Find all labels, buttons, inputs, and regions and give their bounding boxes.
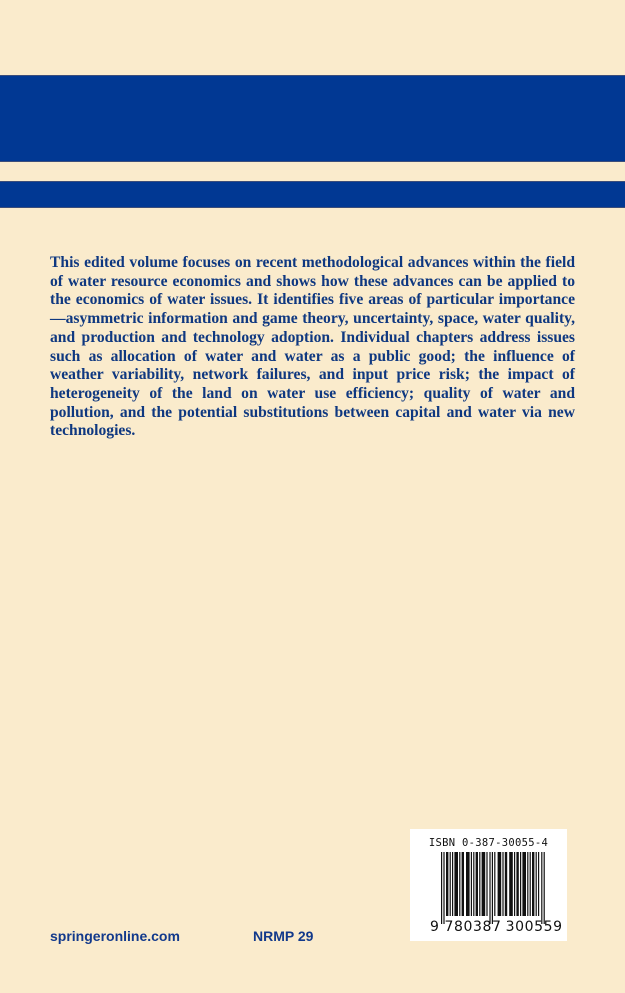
ean-group-1: 780387	[444, 919, 502, 935]
top-blue-band	[0, 75, 625, 162]
second-blue-band	[0, 181, 625, 208]
isbn-barcode	[410, 829, 567, 941]
book-description: This edited volume focuses on recent methodological advances within the field of water resource economics and shows how these advances can be applied to the economics of water issues. It identifies five areas of particular importance—asymmetric information and game theory, uncertainty, space, water quality, and production and technology adoption. Individual chapters address issues such as allocation of water and water as a public good; the influence of weather variability, network failures, and input price risk; the impact of heterogeneity of the land on water use efficiency; quality of water and pollution, and the potential substitutions between capital and water via new technologies.	[50, 254, 575, 440]
isbn-label: ISBN 0-387-30055-4	[428, 837, 549, 849]
ean-group-2: 300559	[505, 919, 563, 935]
barcode-bars-icon	[441, 852, 545, 922]
series-code: NRMP 29	[253, 928, 314, 944]
ean-number	[430, 919, 563, 935]
publisher-website: springeronline.com	[50, 928, 180, 944]
ean-first-digit: 9	[430, 919, 440, 935]
